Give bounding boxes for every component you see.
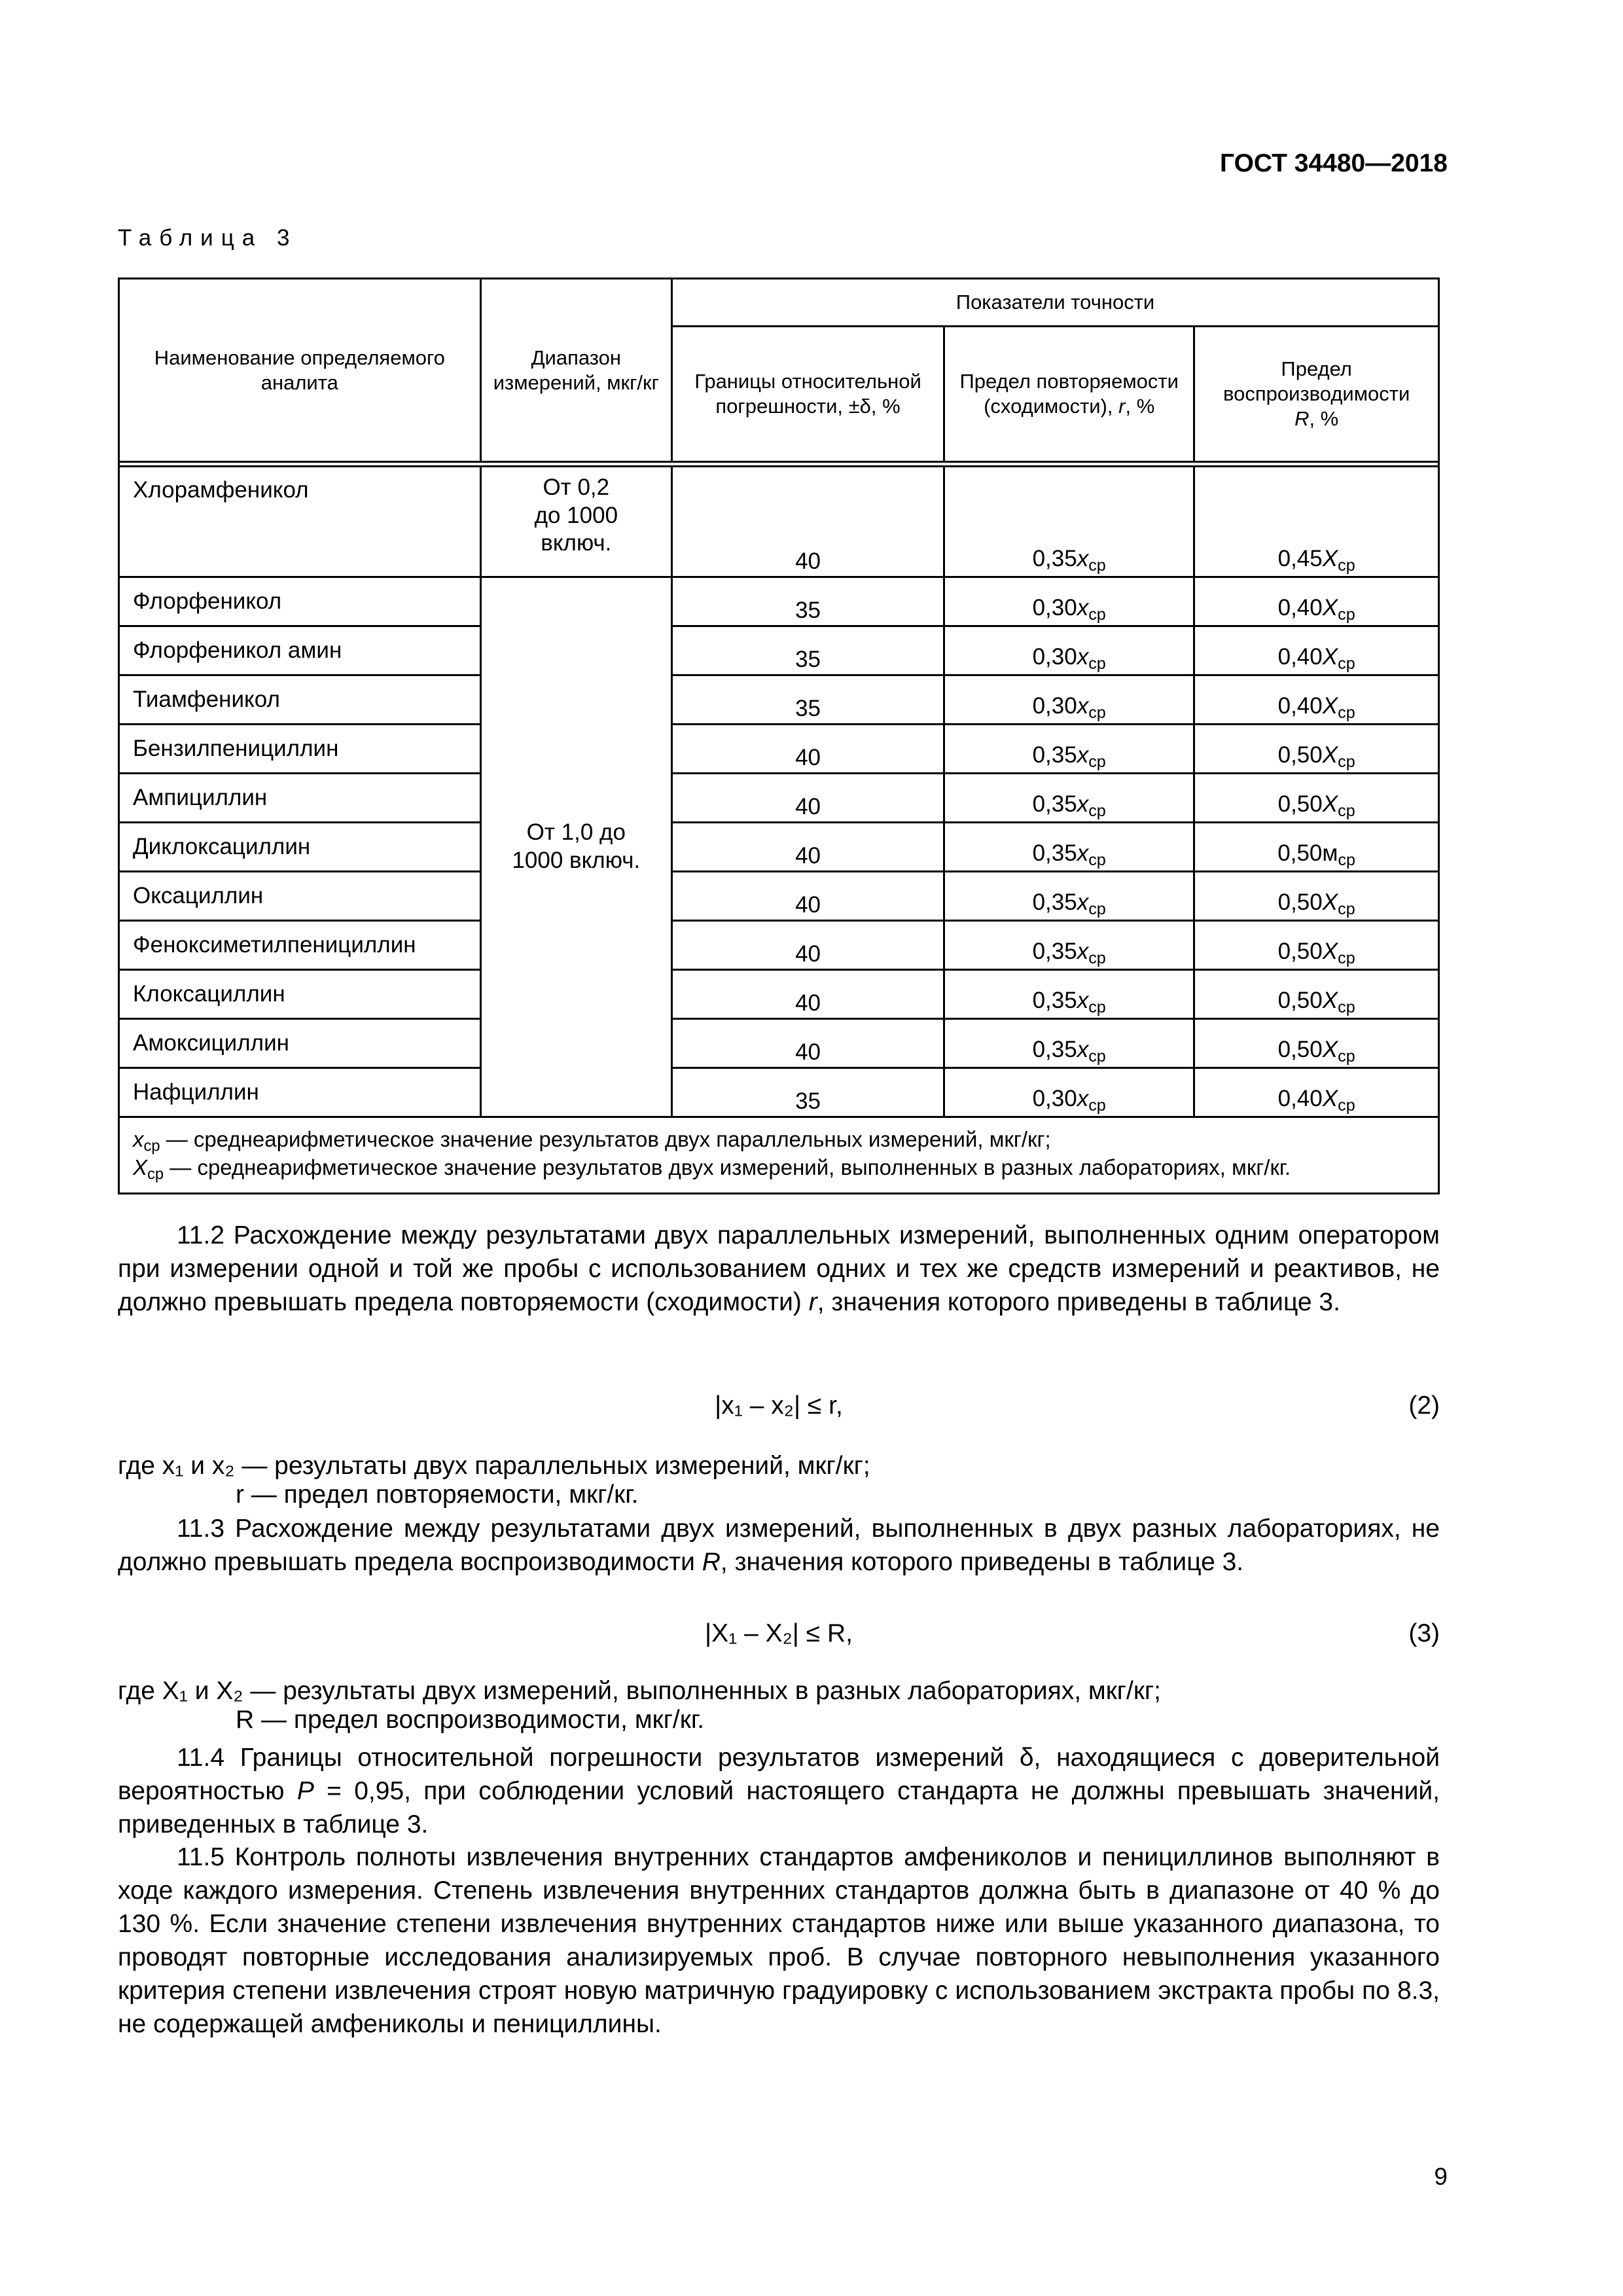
repeatability-value: $0,30x_{ср}$: [944, 675, 1194, 725]
analyte-name: Нафциллин: [119, 1068, 481, 1117]
analyte-name: Хлорамфеникол: [119, 467, 481, 577]
bounds-value: 40: [672, 467, 944, 577]
legend-line: где x₁ и x₂ — результаты двух параллельных измерений, мкг/кг;: [118, 1452, 870, 1480]
paragraph-11-4: 11.4 Границы относительной погрешности результатов измерений δ, находящиеся с доверительной вероятностью P = 0,95, при соблюдении условий настоящего стандарта не должны превышать значений, приведенных в таблице 3.: [118, 1744, 1440, 1839]
repeatability-value: $0,35x_{ср}$: [944, 970, 1194, 1019]
analyte-name: Оксациллин: [119, 872, 481, 921]
bounds-value: 40: [672, 970, 944, 1019]
formula-2-legend: [118, 1452, 1440, 1509]
accuracy-table: [118, 278, 1440, 1194]
repeatability-value: $0,35x_{ср}$: [944, 467, 1194, 577]
range-line: От 1,0 до: [526, 819, 626, 846]
formula-3-number: (3): [1408, 1619, 1440, 1647]
formula-2: [118, 1391, 1440, 1424]
table-row: [119, 1068, 1439, 1117]
analyte-name: Клоксациллин: [119, 970, 481, 1019]
repeatability-value: $0,30x_{ср}$: [944, 626, 1194, 675]
header-accuracy-group: Показатели точности: [672, 279, 1439, 327]
paragraph-11-2: 11.2 Расхождение между результатами двух параллельных измерений, выполненных одним оператором при измерении одной и той же пробы с использованием одних и тех же средств измерений и реактивов, не должно превышать предела повторяемости (сходимости) r, значения которого приведены в таблице 3.: [118, 1221, 1440, 1316]
repeatability-value: $0,35x_{ср}$: [944, 1019, 1194, 1068]
bounds-value: 35: [672, 1068, 944, 1117]
table-row: [119, 467, 1439, 577]
repeatability-value: $0,35x_{ср}$: [944, 774, 1194, 823]
analyte-name: Диклоксациллин: [119, 823, 481, 872]
bounds-value: 35: [672, 577, 944, 626]
header-repeatability: Предел повторяемости (сходимости), r, %: [944, 327, 1194, 462]
analyte-name: Бензилпенициллин: [119, 725, 481, 774]
header-reproducibility: Предел воспроизводимости R, %: [1194, 327, 1439, 462]
range-line: От 0,2: [543, 475, 610, 500]
table-row: [119, 626, 1439, 675]
table-row: [119, 1019, 1439, 1068]
formula-2-expression: |x₁ – x₂| ≤ r,: [715, 1391, 843, 1420]
repeatability-value: $0,35x_{ср}$: [944, 872, 1194, 921]
analyte-name: Тиамфеникол: [119, 675, 481, 725]
reproducibility-value: $0,50X_{ср}$: [1194, 872, 1439, 921]
table-title: Таблица 3: [118, 225, 298, 251]
formula-3-legend: [118, 1677, 1440, 1734]
range-line: включ.: [541, 530, 612, 556]
bounds-value: 35: [672, 675, 944, 725]
reproducibility-value: $0,40X_{ср}$: [1194, 675, 1439, 725]
page-number: 9: [1434, 2163, 1448, 2190]
bounds-value: 35: [672, 626, 944, 675]
formula-3-expression: |X₁ – X₂| ≤ R,: [704, 1619, 853, 1647]
reproducibility-value: $0,50м_{ср}$: [1194, 823, 1439, 872]
legend-line: R — предел воспроизводимости, мкг/кг.: [236, 1706, 705, 1734]
range-cell: [480, 467, 671, 577]
repeatability-value: $0,30x_{ср}$: [944, 1068, 1194, 1117]
analyte-name: Флорфеникол амин: [119, 626, 481, 675]
header-bounds: Границы относительной погрешности, ±δ, %: [672, 327, 944, 462]
bounds-value: 40: [672, 1019, 944, 1068]
legend-line: где X₁ и X₂ — результаты двух измерений, выполненных в разных лабораториях, мкг/кг;: [118, 1677, 1161, 1705]
analyte-name: Ампициллин: [119, 774, 481, 823]
reproducibility-value: $0,40X_{ср}$: [1194, 1068, 1439, 1117]
table-row: [119, 872, 1439, 921]
analyte-name: Феноксиметилпенициллин: [119, 921, 481, 970]
repeatability-value: $0,35x_{ср}$: [944, 921, 1194, 970]
table-row: [119, 774, 1439, 823]
reproducibility-value: $0,50X_{ср}$: [1194, 921, 1439, 970]
repeatability-value: $0,30x_{ср}$: [944, 577, 1194, 626]
paragraph-11-5: 11.5 Контроль полноты извлечения внутренних стандартов амфениколов и пенициллинов выполняют в ходе каждого измерения. Степень извлечения внутренних стандартов должна быть в диапазоне от 40 % до 130 %. Если значение степени извлечения внутренних стандартов ниже или выше указанного диапазона, то проводят повторные исследования анализируемых проб. В случае повторного невыполнения указанного критерия степени извлечения строят новую матричную градуировку с использованием экстракта пробы по 8.3, не содержащей амфениколы и пенициллины.: [118, 1843, 1440, 2038]
table-body: [119, 467, 1439, 1117]
analyte-name: Флорфеникол: [119, 577, 481, 626]
formula-2-number: (2): [1408, 1391, 1440, 1420]
range-line: до 1000: [534, 502, 618, 528]
repeatability-value: $0,35x_{ср}$: [944, 725, 1194, 774]
bounds-value: 40: [672, 872, 944, 921]
formula-3: [118, 1619, 1440, 1652]
range-cell: [480, 577, 671, 1117]
reproducibility-value: $0,40X_{ср}$: [1194, 626, 1439, 675]
table-row: [119, 823, 1439, 872]
table-row: [119, 577, 1439, 626]
reproducibility-value: $0,50X_{ср}$: [1194, 1019, 1439, 1068]
table-row: [119, 921, 1439, 970]
reproducibility-value: $0,50X_{ср}$: [1194, 970, 1439, 1019]
reproducibility-value: $0,40X_{ср}$: [1194, 577, 1439, 626]
legend-line: r — предел повторяемости, мкг/кг.: [236, 1480, 639, 1509]
table-note: [119, 1117, 1439, 1194]
reproducibility-value: $0,45X_{ср}$: [1194, 467, 1439, 577]
bounds-value: 40: [672, 921, 944, 970]
reproducibility-value: $0,50X_{ср}$: [1194, 725, 1439, 774]
note-X: $X_{ср}$ — среднеарифметическое значение результатов двух измерений, выполненных в разных лабораториях, мкг/кг.: [133, 1155, 1291, 1183]
range-line: 1000 включ.: [512, 848, 641, 873]
note-x: $x_{ср}$ — среднеарифметическое значение результатов двух параллельных измерений, мкг/кг;: [133, 1127, 1051, 1155]
header-range: Диапазон измерений, мкг/кг: [480, 279, 671, 462]
bounds-value: 40: [672, 725, 944, 774]
table-row: [119, 725, 1439, 774]
header-analyte: Наименование определяемого аналита: [119, 279, 481, 462]
paragraph-11-3: 11.3 Расхождение между результатами двух измерений, выполненных в двух разных лабораториях, не должно превышать предела воспроизводимости R, значения которого приведены в таблице 3.: [118, 1515, 1440, 1576]
repeatability-value: $0,35x_{ср}$: [944, 823, 1194, 872]
bounds-value: 40: [672, 774, 944, 823]
bounds-value: 40: [672, 823, 944, 872]
reproducibility-value: $0,50X_{ср}$: [1194, 774, 1439, 823]
analyte-name: Амоксициллин: [119, 1019, 481, 1068]
document-code: ГОСТ 34480—2018: [1220, 149, 1448, 177]
table-row: [119, 970, 1439, 1019]
table-row: [119, 675, 1439, 725]
